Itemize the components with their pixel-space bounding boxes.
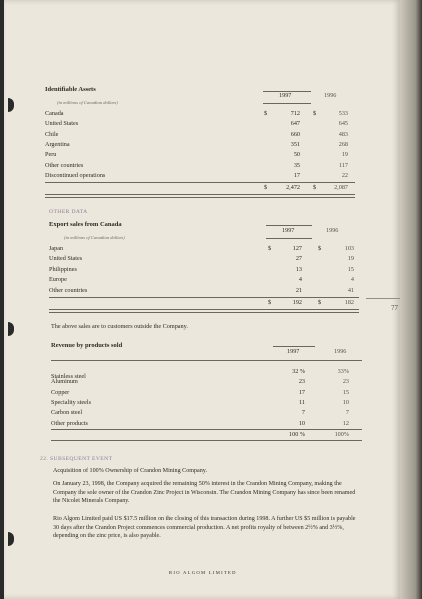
page-edge bbox=[400, 0, 422, 599]
identifiable-assets-subtitle: (in millions of Canadian dollars) bbox=[57, 100, 118, 105]
value-1997: 27 bbox=[295, 255, 302, 263]
value-1997: 10 bbox=[298, 419, 305, 427]
row-label: Argentina bbox=[45, 140, 70, 148]
row-label: Carbon steel bbox=[51, 409, 83, 417]
row-label: Discontinued operations bbox=[45, 171, 106, 179]
value-1996: 15 bbox=[342, 388, 349, 396]
row-label: Canada bbox=[45, 110, 64, 117]
table-row bbox=[45, 140, 355, 150]
total-row bbox=[51, 430, 362, 440]
row-label: Chile bbox=[45, 130, 59, 138]
value-1996: 12 bbox=[342, 419, 349, 427]
value-1997: 21 bbox=[295, 286, 302, 294]
total-1996: 182 bbox=[344, 299, 354, 306]
table-row bbox=[51, 419, 362, 429]
total-rule bbox=[49, 309, 359, 313]
row-label: Philippines bbox=[49, 265, 77, 273]
table-row bbox=[51, 408, 362, 418]
total-1997: 100 % bbox=[289, 430, 305, 438]
col-header-1997: 1997 bbox=[282, 227, 295, 234]
row-label: Peru bbox=[45, 151, 57, 159]
row-label: Copper bbox=[51, 388, 70, 396]
total-row bbox=[45, 183, 355, 193]
col-header-1996: 1996 bbox=[334, 348, 347, 355]
value-1996: 33% bbox=[337, 368, 349, 375]
currency-symbol: $ bbox=[268, 299, 272, 306]
row-label: Japan bbox=[49, 245, 64, 252]
value-1997: 647 bbox=[290, 120, 300, 128]
binder-hole bbox=[8, 532, 14, 546]
total-row bbox=[49, 298, 359, 308]
value-1996: 4 bbox=[350, 276, 354, 284]
export-sales-note: The above sales are to customers outside the Company. bbox=[51, 323, 188, 330]
export-sales-title: Export sales from Canada bbox=[49, 221, 122, 228]
page-number: 77 bbox=[391, 304, 398, 312]
value-1997: 7 bbox=[301, 409, 305, 417]
table-row bbox=[49, 265, 359, 275]
currency-symbol: $ bbox=[264, 184, 268, 192]
currency-symbol: $ bbox=[313, 184, 317, 192]
table-row bbox=[45, 171, 355, 181]
table-row bbox=[45, 161, 355, 171]
row-label: Other countries bbox=[45, 161, 84, 169]
value-1997: 13 bbox=[295, 265, 302, 273]
value-1997: 11 bbox=[299, 398, 305, 406]
revenue-header-rule bbox=[51, 360, 362, 361]
currency-symbol: $ bbox=[318, 299, 322, 306]
subsequent-event-p1: Acquisition of 100% Ownership of Crandon Mining Company. bbox=[53, 468, 207, 474]
table-row bbox=[45, 119, 355, 129]
total-rule bbox=[51, 440, 362, 441]
table-row bbox=[51, 398, 362, 408]
value-1996: 7 bbox=[345, 409, 349, 417]
table-row bbox=[51, 367, 362, 380]
value-1997: 4 bbox=[298, 276, 302, 284]
value-1997: 17 bbox=[293, 171, 300, 179]
total-1996: 100% bbox=[334, 430, 349, 438]
table-row bbox=[51, 377, 362, 387]
row-label: Stainless steel bbox=[51, 373, 86, 380]
col-rule bbox=[266, 238, 312, 239]
row-label: Aluminum bbox=[51, 378, 78, 386]
row-label: Other countries bbox=[49, 286, 88, 294]
table-row bbox=[45, 109, 355, 119]
total-1997: 2,472 bbox=[286, 184, 300, 192]
value-1996: 533 bbox=[338, 110, 348, 117]
binder-hole bbox=[8, 98, 14, 112]
col-header-1996: 1996 bbox=[324, 92, 337, 99]
value-1996: 268 bbox=[338, 140, 348, 148]
footer-company-name: RIO ALGOM LIMITED bbox=[169, 570, 237, 575]
table-row bbox=[45, 130, 355, 140]
identifiable-assets-title: Identifiable Assets bbox=[45, 86, 96, 93]
value-1997: 17 bbox=[298, 388, 305, 396]
value-1997: 660 bbox=[290, 130, 300, 138]
row-label: Other products bbox=[51, 419, 88, 427]
binder-hole bbox=[8, 322, 14, 336]
row-label: Speciality steels bbox=[51, 398, 92, 406]
value-1997: 32 % bbox=[292, 368, 305, 375]
subsequent-event-p3: Rio Algom Limited paid US $17.5 million on the closing of this transaction during 1998. A further US $5 million is payable 30 days after the Crandon Project commences commercial production. A net profits royalty of between 2½% and 3½%, depending on the zinc price, is also payable. bbox=[53, 516, 356, 540]
col-rule bbox=[263, 103, 311, 104]
col-header-1997: 1997 bbox=[287, 348, 300, 355]
table-row bbox=[49, 286, 359, 296]
currency-symbol: $ bbox=[264, 110, 268, 117]
subsequent-event-p2: On January 23, 1998, the Company acquired the remaining 50% interest in the Crandon Mining Company, making the Company the sole owner of the Crandon Zinc Project in Wisconsin. The Crandon Mining Company has since been renamed the Nicolet Minerals Company. bbox=[53, 481, 356, 505]
table-row bbox=[49, 244, 359, 254]
value-1997: 50 bbox=[293, 151, 300, 159]
row-label: United States bbox=[45, 120, 79, 128]
other-data-heading: OTHER DATA bbox=[49, 209, 88, 215]
value-1996: 103 bbox=[344, 245, 354, 252]
table-row bbox=[49, 254, 359, 264]
currency-symbol: $ bbox=[318, 245, 322, 252]
row-label: Europe bbox=[49, 276, 67, 284]
currency-symbol: $ bbox=[268, 245, 272, 252]
value-1996: 41 bbox=[347, 286, 354, 294]
table-row bbox=[49, 275, 359, 285]
subsequent-event-heading: 22. SUBSEQUENT EVENT bbox=[40, 456, 113, 462]
row-label: United States bbox=[49, 255, 83, 263]
value-1997: 127 bbox=[292, 245, 302, 252]
value-1996: 15 bbox=[347, 265, 354, 273]
margin-rule bbox=[366, 298, 400, 299]
value-1996: 23 bbox=[342, 378, 349, 386]
col-header-1997: 1997 bbox=[279, 92, 292, 99]
value-1996: 19 bbox=[341, 151, 348, 159]
document-page bbox=[4, 0, 400, 599]
value-1997: 35 bbox=[293, 161, 300, 169]
value-1996: 22 bbox=[341, 171, 348, 179]
total-1997: 192 bbox=[292, 299, 302, 306]
export-sales-subtitle: (in millions of Canadian dollars) bbox=[64, 235, 125, 240]
table-row bbox=[45, 150, 355, 160]
value-1996: 19 bbox=[347, 255, 354, 263]
value-1997: 351 bbox=[290, 140, 300, 148]
total-rule bbox=[45, 194, 355, 198]
col-header-1996: 1996 bbox=[326, 227, 339, 234]
value-1997: 23 bbox=[298, 378, 305, 386]
value-1996: 483 bbox=[338, 130, 348, 138]
value-1996: 10 bbox=[342, 398, 349, 406]
value-1996: 117 bbox=[338, 161, 348, 169]
value-1997: 712 bbox=[290, 110, 300, 117]
table-row bbox=[51, 388, 362, 398]
value-1996: 645 bbox=[338, 120, 348, 128]
currency-symbol: $ bbox=[313, 110, 317, 117]
total-1996: 2,087 bbox=[334, 184, 348, 192]
revenue-title: Revenue by products sold bbox=[51, 342, 123, 349]
